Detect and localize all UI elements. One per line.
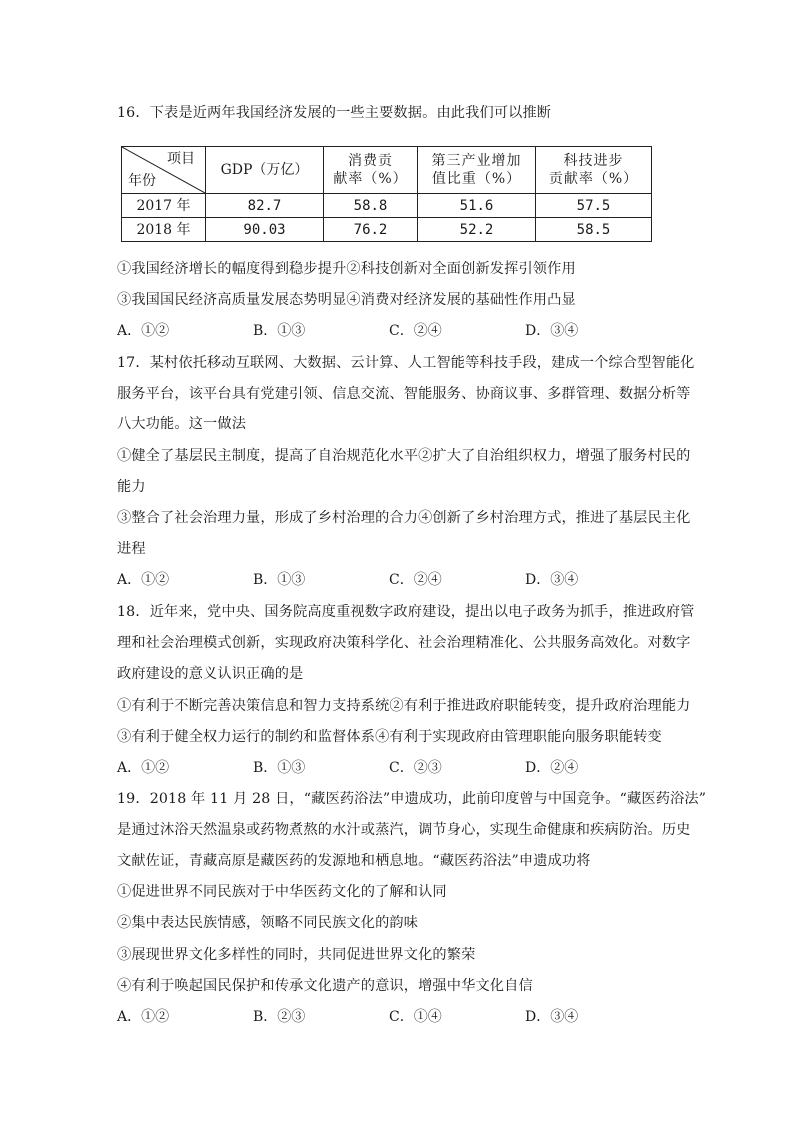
table-cell: 90.03: [206, 218, 324, 242]
q19-statement: ③展现世界文化多样性的同时，共同促进世界文化的繁荣: [117, 947, 476, 963]
q16-statement: ③我国国民经济高质量发展态势明显④消费对经济发展的基础性作用凸显: [117, 292, 576, 308]
option-b[interactable]: B．①③: [253, 323, 306, 339]
q19-statement: ④有利于唤起国民保护和传承文化遗产的意识，增强中华文化自信: [117, 978, 533, 994]
option-b[interactable]: B．①③: [253, 572, 306, 588]
option-d[interactable]: D．③④: [525, 572, 579, 588]
corner-label-year: 年份: [128, 173, 156, 189]
corner-label-item: 项目: [167, 151, 195, 167]
table-cell: 58.5: [536, 218, 652, 242]
q19-stem: 19．2018 年 11 月 28 日，“藏医药浴法”申遗成功，此前印度曾与中国竞争。“藏医药浴法”: [117, 791, 707, 807]
q18-stem: 政府建设的意义认识正确的是: [117, 666, 304, 682]
table-cell: 52.2: [418, 218, 536, 242]
q17-statement: 能力: [117, 479, 146, 495]
option-d[interactable]: D．③④: [525, 1009, 579, 1025]
q18-statement: ③有利于健全权力运行的制约和监督体系④有利于实现政府由管理职能向服务职能转变: [117, 729, 662, 745]
header-tech: 科技进步 贡献率（%）: [536, 147, 652, 194]
header-gdp: GDP（万亿）: [206, 147, 324, 194]
option-c[interactable]: C．②④: [389, 572, 442, 588]
q17-stem: 17．某村依托移动互联网、大数据、云计算、人工智能等科技手段，建成一个综合型智能化: [117, 355, 695, 371]
table-cell: 51.6: [418, 194, 536, 218]
q17-statement: 进程: [117, 541, 146, 557]
option-b[interactable]: B．②③: [253, 1009, 306, 1025]
option-a[interactable]: A．①②: [117, 1009, 170, 1025]
q17-statement: ①健全了基层民主制度，提高了自治规范化水平②扩大了自治组织权力，增强了服务村民的: [117, 448, 691, 464]
table-cell: 82.7: [206, 194, 324, 218]
q16-options: [117, 321, 677, 341]
q18-stem: 理和社会治理模式创新，实现政府决策科学化、社会治理精准化、公共服务高效化。对数字: [117, 635, 691, 651]
option-b[interactable]: B．①③: [253, 760, 306, 776]
option-d[interactable]: D．③④: [525, 323, 579, 339]
q16-statement: ①我国经济增长的幅度得到稳步提升②科技创新对全面创新发挥引领作用: [117, 261, 576, 277]
q19-stem: 是通过沐浴天然温泉或药物煮熬的水汁或蒸汽，调节身心，实现生命健康和疾病防治。历史: [117, 822, 691, 838]
q19-stem: 文献佐证，青藏高原是藏医药的发源地和栖息地。“藏医药浴法”申遗成功将: [117, 853, 591, 869]
q18-statement: ①有利于不断完善决策信息和智力支持系统②有利于推进政府职能转变，提升政府治理能力: [117, 698, 691, 714]
option-a[interactable]: A．①②: [117, 323, 170, 339]
header-tertiary: 第三产业增加 值比重（%）: [418, 147, 536, 194]
option-d[interactable]: D．②④: [525, 760, 579, 776]
table-cell: 57.5: [536, 194, 652, 218]
q16-stem: 16．下表是近两年我国经济发展的一些主要数据。由此我们可以推断: [117, 105, 552, 121]
q19-statement: ②集中表达民族情感，领略不同民族文化的韵味: [117, 915, 419, 931]
table-cell: 2018 年: [122, 218, 206, 242]
table-row: [122, 194, 652, 218]
q17-stem: 服务平台，该平台具有党建引领、信息交流、智能服务、协商议事、多群管理、数据分析等: [117, 386, 691, 402]
option-c[interactable]: C．①④: [389, 1009, 442, 1025]
table-row: [122, 218, 652, 242]
option-a[interactable]: A．①②: [117, 572, 170, 588]
q17-options: [117, 570, 677, 590]
option-c[interactable]: C．②③: [389, 760, 442, 776]
q18-stem: 18．近年来，党中央、国务院高度重视数字政府建设，提出以电子政务为抓手，推进政府管: [117, 604, 695, 620]
option-c[interactable]: C．②④: [389, 323, 442, 339]
table-corner-cell: [122, 147, 206, 194]
table-cell: 76.2: [324, 218, 418, 242]
header-consumption: 消费贡 献率（%）: [324, 147, 418, 194]
q17-stem: 八大功能。这一做法: [117, 416, 247, 432]
q16-data-table: [121, 146, 652, 242]
table-cell: 58.8: [324, 194, 418, 218]
q17-statement: ③整合了社会治理力量，形成了乡村治理的合力④创新了乡村治理方式，推进了基层民主化: [117, 510, 691, 526]
q19-statement: ①促进世界不同民族对于中华医药文化的了解和认同: [117, 884, 447, 900]
table-cell: 2017 年: [122, 194, 206, 218]
q19-options: [117, 1007, 677, 1027]
option-a[interactable]: A．①②: [117, 760, 170, 776]
q18-options: [117, 758, 677, 778]
